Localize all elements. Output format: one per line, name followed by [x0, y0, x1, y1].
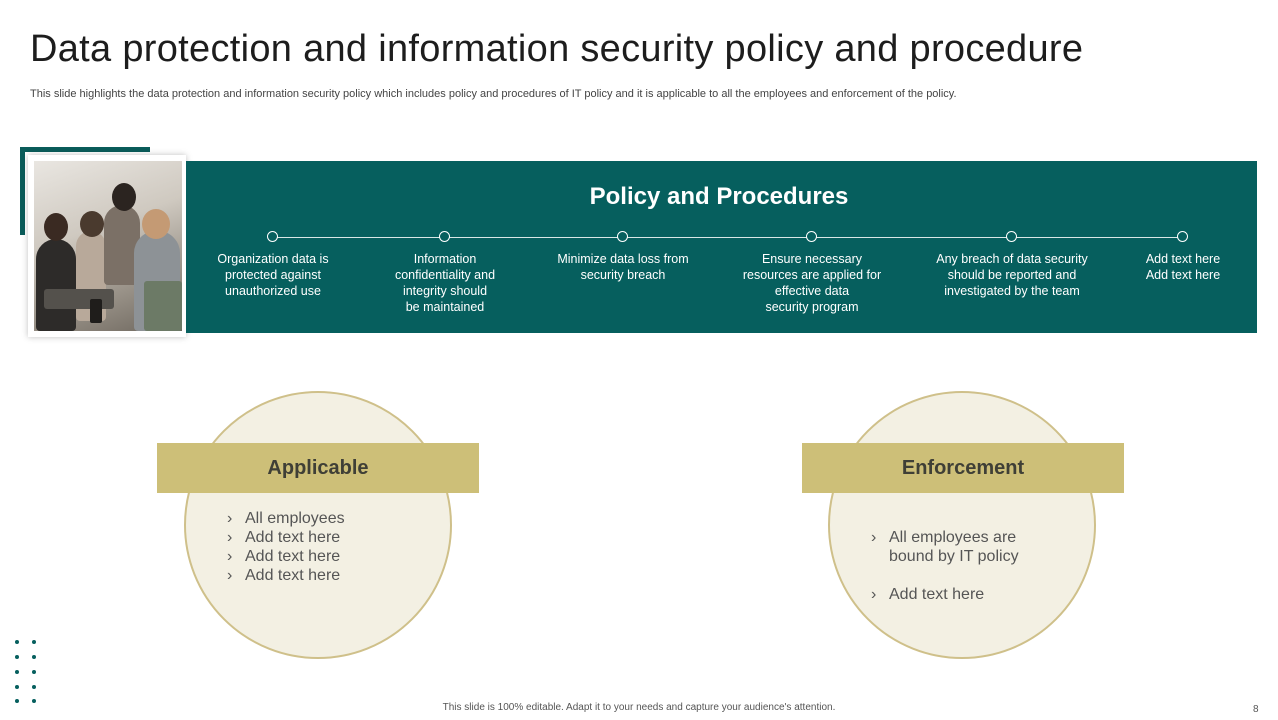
timeline-node [267, 231, 278, 242]
team-meeting-photo-icon [34, 161, 182, 331]
team-photo [28, 155, 186, 337]
timeline-node [1006, 231, 1017, 242]
enforcement-label: Enforcement [802, 443, 1124, 493]
list-item: › All employees are bound by IT policy [871, 528, 1019, 566]
list-item: › All employees [227, 509, 345, 528]
procedure-step-4: Ensure necessary resources are applied for effective data security program [742, 252, 882, 314]
timeline-node [439, 231, 450, 242]
slide-title: Data protection and information security policy and procedure [30, 28, 1084, 70]
timeline-node [806, 231, 817, 242]
list-item: › Add text here [227, 566, 345, 585]
applicable-list [227, 509, 345, 585]
list-item: › Add text here [227, 547, 345, 566]
procedure-step-2: Information confidentiality and integrity should be maintained [394, 252, 496, 314]
slide-subtitle: This slide highlights the data protection and information security policy which includes policy and procedures of IT policy and it is applicable to all the employees and enforcement of the policy. [30, 88, 957, 100]
policy-procedures-banner [186, 161, 1257, 333]
decorative-dots [14, 639, 40, 705]
page-number: 8 [1253, 704, 1259, 715]
procedure-step-5: Any breach of data security should be reported and investigated by the team [936, 252, 1088, 298]
timeline-node [617, 231, 628, 242]
procedure-step-3: Minimize data loss from security breach [557, 252, 689, 282]
footer-note: This slide is 100% editable. Adapt it to your needs and capture your audience's attention. [442, 702, 836, 713]
timeline-line [273, 237, 1183, 238]
list-item: › Add text here [227, 528, 345, 547]
list-item: › Add text here [871, 585, 1019, 604]
procedure-step-6: Add text here Add text here [1145, 252, 1221, 282]
procedure-step-1: Organization data is protected against unauthorized use [217, 252, 329, 298]
banner-heading: Policy and Procedures [589, 183, 849, 210]
enforcement-list [871, 509, 1019, 623]
timeline-node [1177, 231, 1188, 242]
applicable-label: Applicable [157, 443, 479, 493]
